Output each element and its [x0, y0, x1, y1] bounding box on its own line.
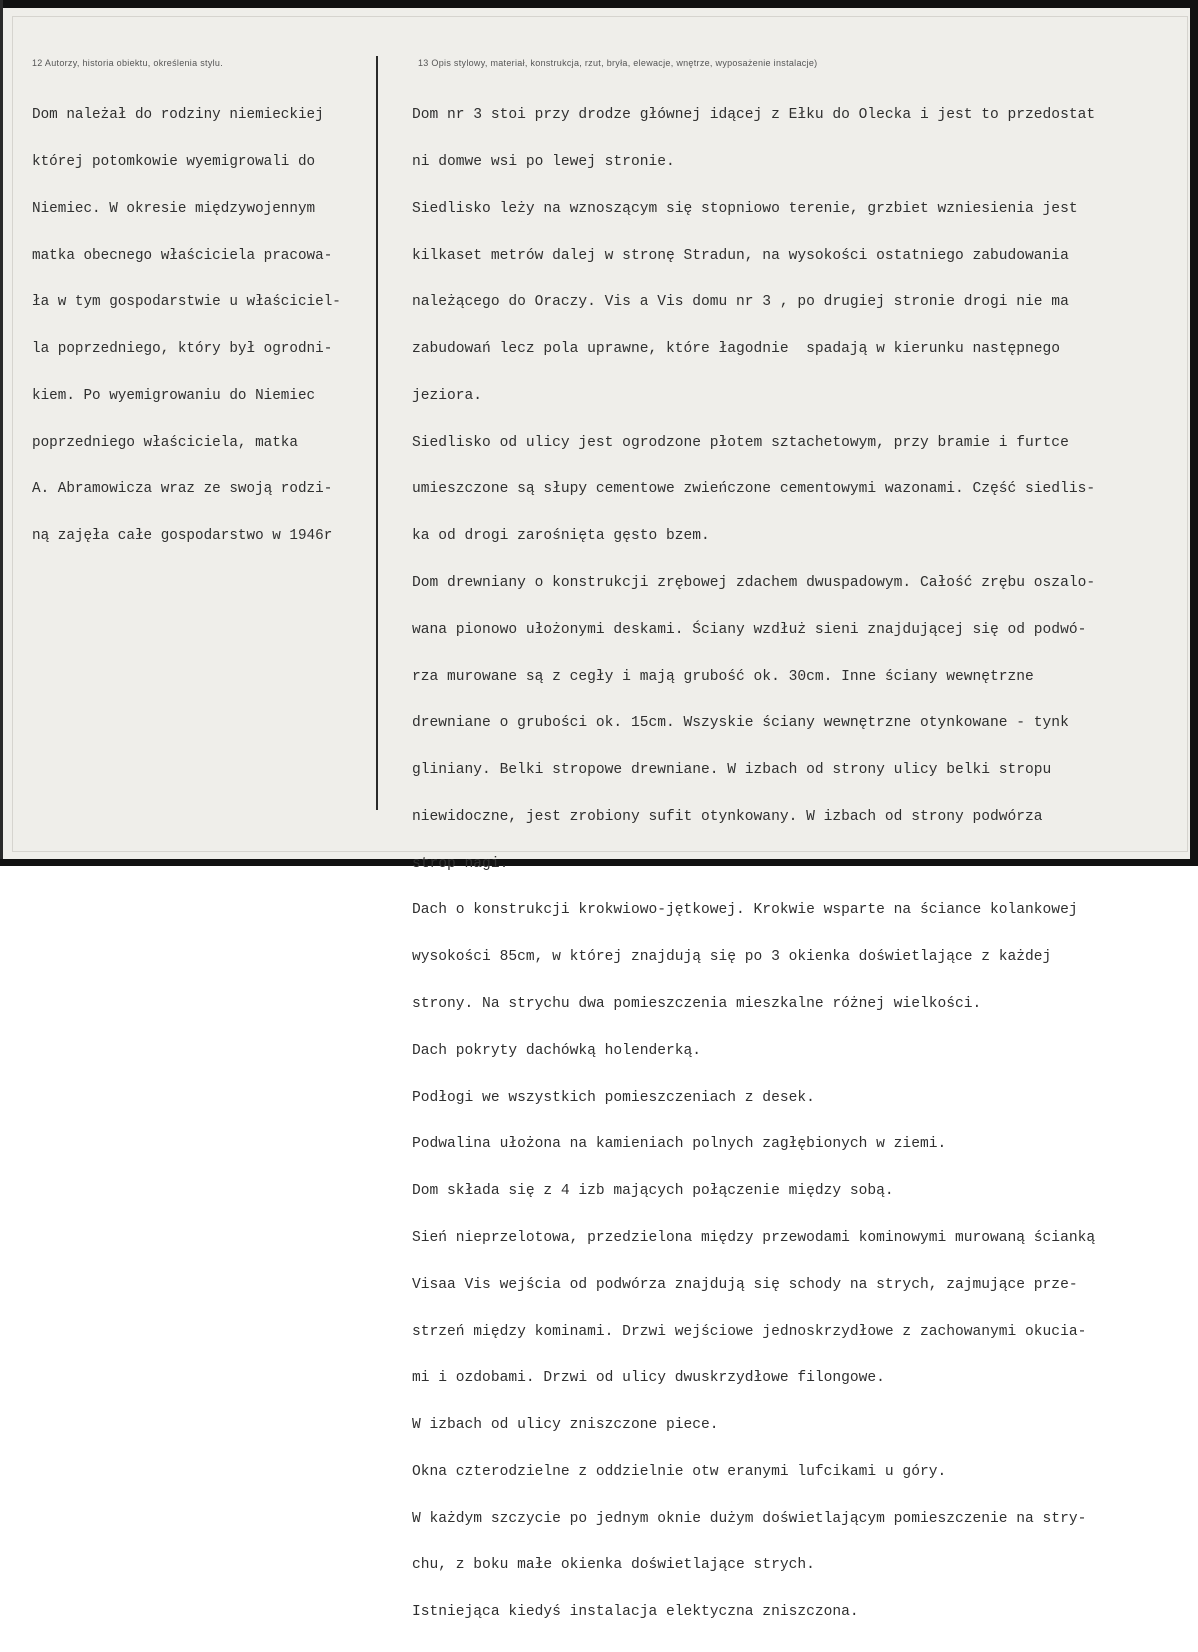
text-line: Podłogi we wszystkich pomieszczeniach z desek. — [412, 1089, 815, 1106]
text-line: umieszczone są słupy cementowe zwieńczone cementowymi wazonami. Część siedlis- — [412, 481, 1096, 498]
text-line: kiem. Po wyemigrowaniu do Niemiec — [32, 387, 316, 404]
text-line: Dom należał do rodziny niemieckiej — [32, 107, 324, 124]
text-line: ni domwe wsi po lewej stronie. — [412, 153, 675, 170]
text-line: la poprzedniego, który był ogrodni- — [32, 341, 333, 358]
text-line: strony. Na strychu dwa pomieszczenia mieszkalne różnej wielkości. — [412, 996, 982, 1013]
text-line: Sień nieprzelotowa, przedzielona między przewodami kominowymi murowaną ścianką — [412, 1229, 1096, 1246]
text-line: Dom drewniany o konstrukcji zrębowej zdachem dwuspadowym. Całość zrębu oszalo- — [412, 575, 1096, 591]
right-column-header: 13 Opis stylowy, materiał, konstrukcja, rzut, bryła, elewacje, wnętrze, wyposażenie instalacje) — [418, 58, 818, 68]
text-line: mi i ozdobami. Drzwi od ulicy dwuskrzydłowe filongowe. — [412, 1370, 885, 1387]
text-line: chu, z boku małe okienka doświetlające strych. — [412, 1557, 815, 1574]
scan-edge-left — [0, 0, 3, 866]
text-line: Okna czterodzielne z oddzielnie otw eranymi lufcikami u góry. — [412, 1463, 947, 1480]
text-line: niewidoczne, jest zrobiony sufit otynkowany. W izbach od strony podwórza — [412, 808, 1043, 825]
text-line: ła w tym gospodarstwie u właściciel- — [32, 294, 341, 311]
text-line: Podwalina ułożona na kamieniach polnych zagłębionych w ziemi. — [412, 1136, 947, 1153]
text-line: rza murowane są z cegły i mają grubość ok. 30cm. Inne ściany wewnętrzne — [412, 668, 1034, 685]
text-line: Niemiec. W okresie międzywojennym — [32, 200, 316, 217]
text-line: drewniane o grubości ok. 15cm. Wszyskie ściany wewnętrzne otynkowane - tynk — [412, 715, 1069, 732]
text-line: ną zajęła całe gospodarstwo w 1946r — [32, 528, 333, 545]
left-column-header: 12 Autorzy, historia obiektu, określenia stylu. — [32, 58, 224, 68]
text-line: W każdym szczycie po jednym oknie dużym doświetlającym pomieszczenie na stry- — [412, 1510, 1087, 1527]
text-line: W izbach od ulicy zniszczone piece. — [412, 1417, 719, 1434]
text-line: ka od drogi zarośnięta gęsto bzem. — [412, 528, 710, 545]
scan-edge-top — [0, 0, 1198, 8]
text-line: gliniany. Belki stropowe drewniane. W izbach od strony ulicy belki stropu — [412, 762, 1052, 779]
text-line: kilkaset metrów dalej w stronę Stradun, na wysokości ostatniego zabudowania — [412, 247, 1069, 264]
text-line: jeziora. — [412, 387, 483, 404]
text-line: strop nagi. — [412, 855, 509, 872]
scan-edge-right — [1190, 0, 1198, 866]
text-line: Siedlisko leży na wznoszącym się stopniowo terenie, grzbiet wzniesienia jest — [412, 200, 1078, 217]
text-line: należącego do Oraczy. Vis a Vis domu nr 3 , po drugiej stronie drogi nie ma — [412, 294, 1069, 311]
text-line: matka obecnego właściciela pracowa- — [32, 247, 333, 264]
text-line: zabudowań lecz pola uprawne, które łagodnie spadają w kierunku następnego — [412, 341, 1061, 358]
text-line: Dach o konstrukcji krokwiowo-jętkowej. Krokwie wsparte na ściance kolankowej — [412, 902, 1078, 919]
text-line: strzeń między kominami. Drzwi wejściowe jednoskrzydłowe z zachowanymi okucia- — [412, 1323, 1087, 1340]
column-divider — [376, 56, 378, 810]
text-line: Siedlisko od ulicy jest ogrodzone płotem sztachetowym, przy bramie i furtce — [412, 434, 1069, 451]
text-line: wana pionowo ułożonymi deskami. Ściany wzdłuż sieni znajdującej się od podwó- — [412, 621, 1087, 638]
text-line: Dom składa się z 4 izb mających połączenie między sobą. — [412, 1183, 894, 1200]
text-line: A. Abramowicza wraz ze swoją rodzi- — [32, 481, 333, 498]
text-line: Dom nr 3 stoi przy drodze głównej idącej z Ełku do Olecka i jest to przedostat — [412, 107, 1096, 124]
text-line: wysokości 85cm, w której znajdują się po 3 okienka doświetlające z każdej — [412, 949, 1052, 966]
text-line: Dach pokryty dachówką holenderką. — [412, 1042, 702, 1059]
text-line: poprzedniego właściciela, matka — [32, 434, 298, 451]
text-line: Istniejąca kiedyś instalacja elektyczna zniszczona. — [412, 1604, 859, 1621]
text-line: której potomkowie wyemigrowali do — [32, 153, 316, 170]
history-text-block — [32, 77, 374, 576]
text-line: Visaa Vis wejścia od podwórza znajdują się schody na strych, zajmujące prze- — [412, 1276, 1078, 1293]
description-text-block — [412, 77, 1188, 1652]
